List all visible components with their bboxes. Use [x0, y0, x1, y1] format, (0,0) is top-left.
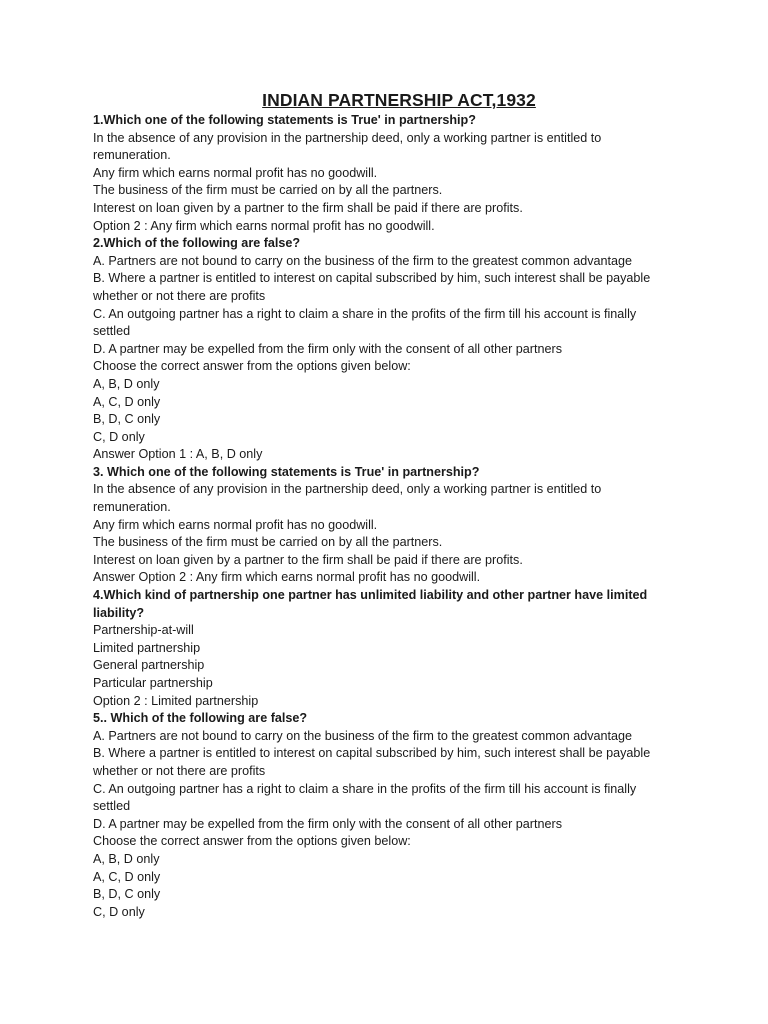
question-block	[93, 464, 693, 587]
option-line: Interest on loan given by a partner to the firm shall be paid if there are profits.	[93, 552, 523, 567]
option-line: B, D, C only	[93, 887, 161, 902]
option-line: remuneration.	[93, 148, 171, 163]
option-line: Particular partnership	[93, 676, 213, 690]
option-line: A, B, D only	[93, 376, 160, 391]
question-block	[93, 587, 693, 710]
option-line: The business of the firm must be carried on by all the partners.	[93, 535, 443, 550]
option-line: D. A partner may be expelled from the firm only with the consent of all other partners	[93, 816, 562, 831]
option-line: The business of the firm must be carried on by all the partners.	[93, 183, 443, 198]
option-line: whether or not there are profits	[93, 288, 266, 303]
option-line: settled	[93, 324, 131, 339]
question-text: 4.Which kind of partnership one partner has unlimited liability and other partner have limited	[93, 588, 648, 603]
option-line: In the absence of any provision in the partnership deed, only a working partner is entitled to	[93, 130, 602, 145]
option-line: Limited partnership	[93, 640, 201, 655]
document-page	[93, 89, 693, 921]
option-line: C. An outgoing partner has a right to claim a share in the profits of the firm till his account is finally	[93, 781, 637, 796]
option-line: B, D, C only	[93, 412, 161, 427]
option-line: A, B, D only	[93, 851, 160, 866]
question-text: 3. Which one of the following statements is True' in partnership?	[93, 464, 480, 479]
option-line: Any firm which earns normal profit has no goodwill.	[93, 165, 378, 180]
option-line: Interest on loan given by a partner to the firm shall be paid if there are profits.	[93, 200, 523, 215]
option-line: C, D only	[93, 904, 145, 919]
question-text: 1.Which one of the following statements is True' in partnership?	[93, 113, 476, 127]
question-list	[93, 112, 693, 921]
option-line: Answer Option 2 : Any firm which earns normal profit has no goodwill.	[93, 570, 481, 585]
option-line: Partnership-at-will	[93, 623, 194, 638]
document-title: INDIAN PARTNERSHIP ACT,1932	[262, 90, 536, 110]
question-text: liability?	[93, 605, 145, 620]
option-line: settled	[93, 799, 131, 814]
question-block	[93, 235, 693, 464]
option-line: B. Where a partner is entitled to interest on capital subscribed by him, such interest shall be payable	[93, 271, 651, 286]
option-line: C, D only	[93, 429, 145, 444]
option-line: C. An outgoing partner has a right to claim a share in the profits of the firm till his account is finally	[93, 306, 637, 321]
option-line: Option 2 : Any firm which earns normal profit has no goodwill.	[93, 218, 435, 233]
option-line: B. Where a partner is entitled to interest on capital subscribed by him, such interest shall be payable	[93, 746, 651, 761]
option-line: Choose the correct answer from the options given below:	[93, 834, 411, 849]
question-text: 5.. Which of the following are false?	[93, 711, 308, 726]
option-line: D. A partner may be expelled from the firm only with the consent of all other partners	[93, 341, 562, 356]
question-block	[93, 112, 693, 235]
option-line: remuneration.	[93, 500, 171, 515]
option-line: A, C, D only	[93, 869, 161, 884]
question-block	[93, 710, 693, 921]
option-line: A. Partners are not bound to carry on the business of the firm to the greatest common advantage	[93, 728, 633, 743]
question-text: 2.Which of the following are false?	[93, 236, 301, 251]
option-line: Option 2 : Limited partnership	[93, 693, 259, 708]
option-line: Choose the correct answer from the options given below:	[93, 359, 411, 374]
option-line: In the absence of any provision in the partnership deed, only a working partner is entitled to	[93, 482, 602, 497]
option-line: A, C, D only	[93, 394, 161, 409]
option-line: Any firm which earns normal profit has no goodwill.	[93, 517, 378, 532]
option-line: General partnership	[93, 658, 205, 673]
option-line: whether or not there are profits	[93, 763, 266, 778]
option-line: Answer Option 1 : A, B, D only	[93, 447, 263, 462]
option-line: A. Partners are not bound to carry on the business of the firm to the greatest common advantage	[93, 253, 633, 268]
